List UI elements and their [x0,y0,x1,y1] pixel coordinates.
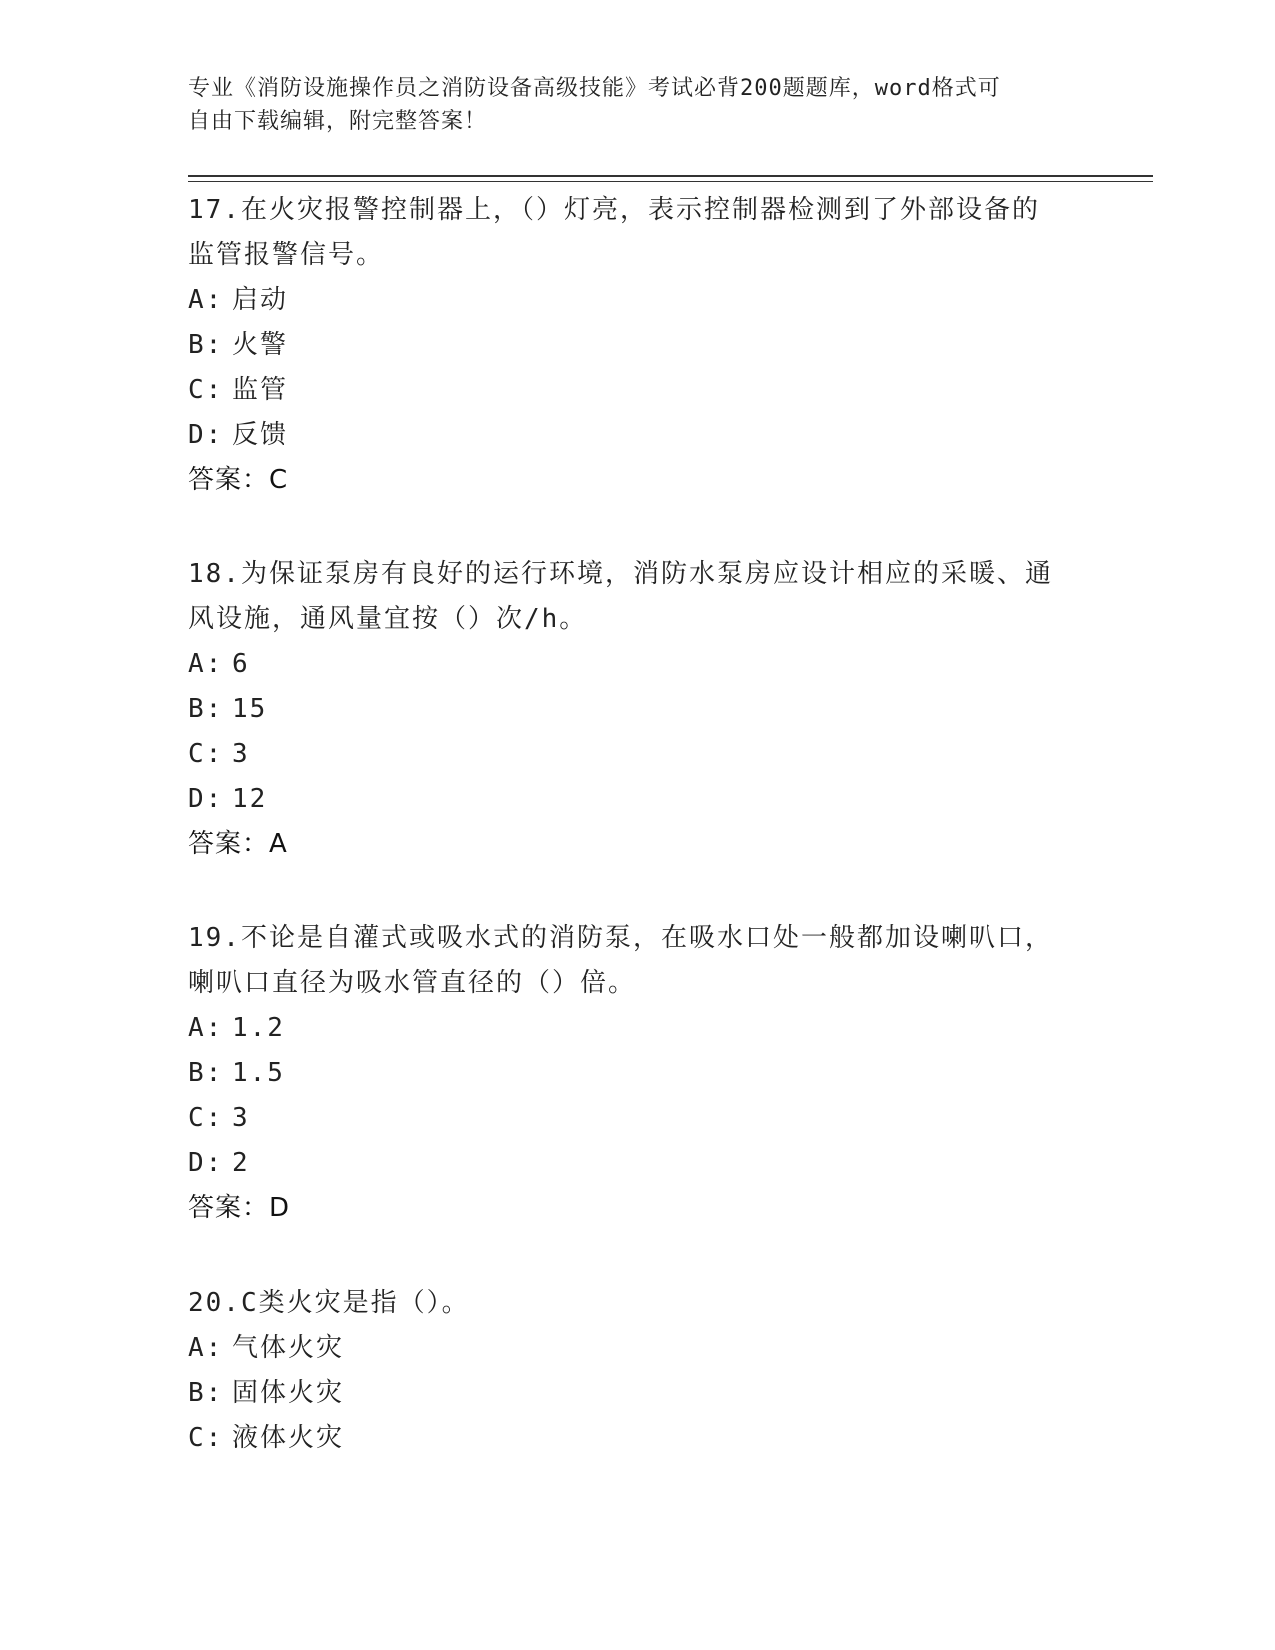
document-header [188,72,1068,138]
header-line-1: 专业《消防设施操作员之消防设备高级技能》考试必背200题题库，word格式可 [188,76,1001,101]
question-17 [188,188,1088,503]
option-text: 3 [232,739,250,769]
option-text: 火警 [232,330,289,360]
option-text: 监管 [232,375,289,405]
option-text: 15 [232,694,268,724]
header-divider-thin [188,181,1153,182]
option-text: 6 [232,649,250,679]
question-text-line-1: 17.在火灾报警控制器上，（）灯亮，表示控制器检测到了外部设备的 [188,195,1040,225]
header-line-2: 自由下载编辑，附完整答案！ [188,109,488,134]
option-text: 气体火灾 [232,1333,345,1363]
answer-line: 答案：A [188,829,288,859]
option-letter: C: [188,1103,224,1133]
option-letter: A: [188,1013,224,1043]
question-19 [188,916,1088,1231]
option-letter: A: [188,285,224,315]
question-20 [188,1281,1088,1461]
option-text: 启动 [232,285,289,315]
option-letter: D: [188,420,224,450]
option-a [188,278,1088,323]
option-b [188,1371,1088,1416]
option-letter: B: [188,694,224,724]
option-text: 1.5 [232,1058,285,1088]
option-text: 12 [232,784,268,814]
answer-line: 答案：D [188,1193,291,1223]
question-text-line-2: 风设施，通风量宜按（）次/h。 [188,604,588,634]
option-d [188,413,1088,458]
option-c [188,368,1088,413]
option-letter: B: [188,1058,224,1088]
question-text-line-2: 喇叭口直径为吸水管直径的（）倍。 [188,968,637,998]
option-letter: A: [188,649,224,679]
option-a [188,1006,1088,1051]
question-18 [188,552,1088,867]
option-c [188,732,1088,777]
option-letter: A: [188,1333,224,1363]
option-text: 1.2 [232,1013,285,1043]
question-text-line-1: 19.不论是自灌式或吸水式的消防泵，在吸水口处一般都加设喇叭口， [188,923,1053,953]
option-text: 液体火灾 [232,1423,345,1453]
option-d [188,777,1088,822]
header-divider-thick [188,175,1153,177]
option-d [188,1141,1088,1186]
option-c [188,1416,1088,1461]
option-letter: C: [188,375,224,405]
option-text: 反馈 [232,420,289,450]
option-letter: C: [188,1423,224,1453]
option-text: 2 [232,1148,250,1178]
option-text: 3 [232,1103,250,1133]
question-text-line-1: 20.C类火灾是指（）。 [188,1288,470,1318]
option-letter: C: [188,739,224,769]
option-a [188,1326,1088,1371]
answer-line: 答案：C [188,465,289,495]
option-c [188,1096,1088,1141]
option-letter: D: [188,784,224,814]
option-b [188,687,1088,732]
option-b [188,323,1088,368]
question-text-line-2: 监管报警信号。 [188,240,385,270]
option-letter: B: [188,1378,224,1408]
option-letter: D: [188,1148,224,1178]
option-b [188,1051,1088,1096]
option-letter: B: [188,330,224,360]
question-text-line-1: 18.为保证泵房有良好的运行环境，消防水泵房应设计相应的采暖、通 [188,559,1053,589]
option-a [188,642,1088,687]
option-text: 固体火灾 [232,1378,345,1408]
